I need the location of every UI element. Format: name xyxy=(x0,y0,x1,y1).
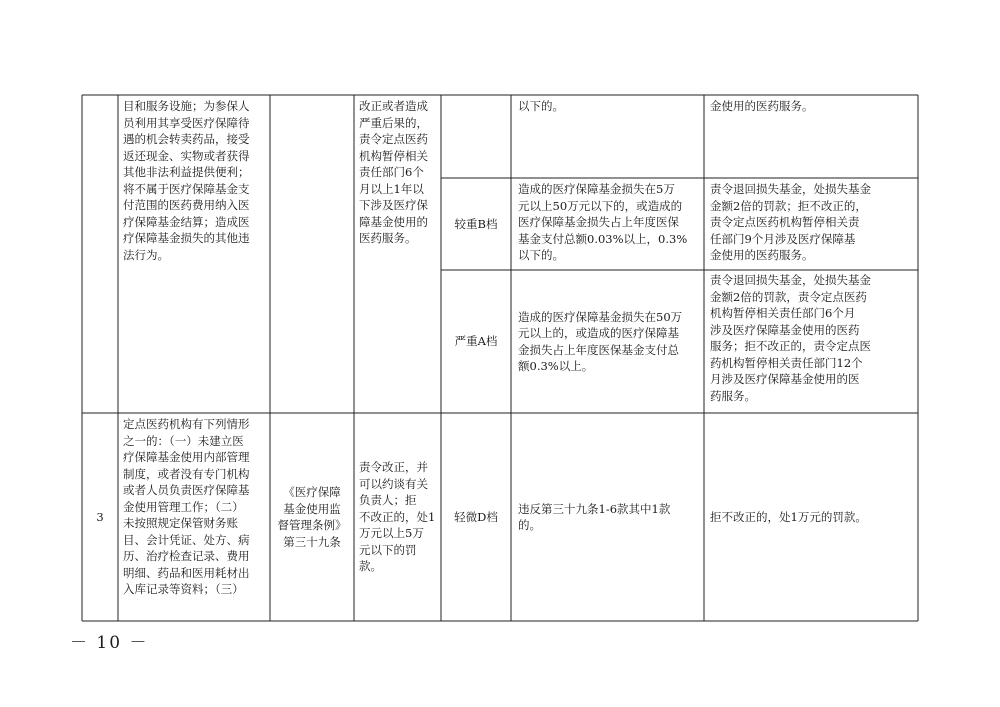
grade-label: 严重A档 xyxy=(454,334,498,349)
row-2-basis xyxy=(270,413,354,621)
row-1-level-2-standard: 责令退回损失基金，处损失基金 金额2倍的罚款；拒不改正的， 责令定点医药机构暂停相关责 任部门9个月涉及医疗保障基 金使用的医药服务。 xyxy=(710,182,871,262)
row-1-basis xyxy=(272,98,352,410)
grade-label: 轻微D档 xyxy=(454,509,498,524)
row-1-level-3-grade xyxy=(441,270,511,413)
row-1-penalty: 改正或者造成 严重后果的， 责令定点医药 机构暂停相关 责任部门6个 月以上1年以 下涉及医疗保 障基金使用的 医药服务。 xyxy=(359,99,428,245)
row-1-level-3-condition xyxy=(518,270,702,413)
row-1-level-1-standard: 金使用的医药服务。 xyxy=(710,99,814,113)
row-1-level-3-standard: 责令退回损失基金，处损失基金 金额2倍的罚款，责令定点医药 机构暂停相关责任部门6个月 涉及医疗保障基金使用的医药 服务；拒不改正的，责令定点医 药机构暂停相关责任部门12个 月涉及医疗保障基金使用的医 药服务。 xyxy=(710,273,871,403)
standard-text: 拒不改正的，处1万元的罚款。 xyxy=(710,509,867,524)
row-1-level-1-grade xyxy=(441,95,511,178)
penalty-text: 责令改正，并 可以约谈有关 负责人；拒 不改正的，处1 万元以上5万 元以下的罚 款。 xyxy=(359,460,436,574)
row-1-level-2-grade xyxy=(441,178,511,270)
row-2-situation: 定点医药机构有下列情形 之一的：（一）未建立医 疗保障基金使用内部管理 制度，或者没有专门机构 或者人员负责医疗保障基 金使用管理工作；（二） 未按照规定保管财务账 目、会计凭证、处方、病 历、治疗检查记录、费用 明细、药品和医用耗材出 入库记录等资料；（三） xyxy=(123,417,250,596)
row-1-number xyxy=(82,95,118,413)
row-2-number xyxy=(82,413,118,621)
row-1-level-2-condition: 造成的医疗保障基金损失在5万 元以上50万元以下的，或造成的 医疗保障基金损失占上年度医保 基金支付总额0.03%以上，0.3% 以下的。 xyxy=(518,182,688,262)
grade-label: 较重B档 xyxy=(454,216,498,231)
row-2-level-1-grade xyxy=(441,413,511,621)
condition-text: 违反第三十九条1-6款其中1款 的。 xyxy=(518,501,671,532)
condition-text: 造成的医疗保障基金损失在50万 元以上的，或造成的医疗保障基 金损失占上年度医保基金支付总 额0.3%以上。 xyxy=(518,309,683,373)
row-1-level-1-condition: 以下的。 xyxy=(518,99,564,113)
legal-basis: 《医疗保障 基金使用监 督管理条例》 第三十九条 xyxy=(277,485,347,549)
row-1-situation: 目和服务设施；为参保人 员利用其享受医疗保障待 遇的机会转卖药品，接受 返还现金、实物或者获得 其他非法利益提供便利； 将不属于医疗保障基金支 付范围的医药费用纳入医 疗保障基金结算；造成医 疗保障基金损失的其他违 法行为。 xyxy=(123,99,250,262)
row-2-level-1-standard xyxy=(710,413,916,621)
row-number: 3 xyxy=(96,509,104,524)
row-2-level-1-condition xyxy=(518,413,702,621)
row-2-penalty xyxy=(359,413,439,621)
page-number: － 10 － xyxy=(70,633,149,653)
